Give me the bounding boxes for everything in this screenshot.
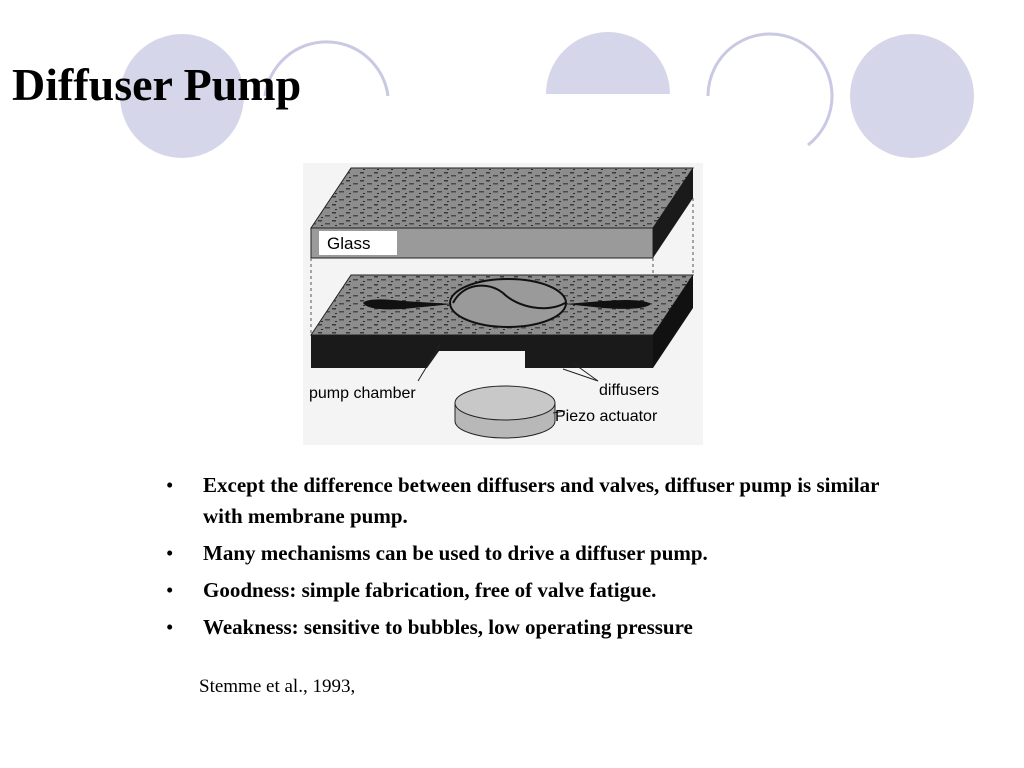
filled-half-circle xyxy=(546,32,670,94)
bullet-marker: • xyxy=(166,578,174,602)
bullet-list xyxy=(166,470,886,649)
bullet-item xyxy=(166,612,886,643)
bullet-marker: • xyxy=(166,473,174,497)
bullet-text: Except the difference between diffusers and valves, diffuser pump is similar with membrane pump. xyxy=(203,473,880,528)
diffuser-pump-figure xyxy=(303,163,703,445)
bullet-item xyxy=(166,538,886,569)
glass-label: Glass xyxy=(327,234,371,253)
bullet-text: Many mechanisms can be used to drive a diffuser pump. xyxy=(203,541,708,565)
piezo-actuator-label: Piezo actuator xyxy=(555,408,658,425)
page-title: Diffuser Pump xyxy=(12,59,302,110)
pump-chamber-label: pump chamber xyxy=(309,385,416,402)
citation: Stemme et al., 1993, xyxy=(199,676,356,697)
outline-arc-right xyxy=(708,34,832,145)
filled-circle-right xyxy=(850,34,974,158)
pump-chamber-shape xyxy=(450,279,566,327)
diffusers-label: diffusers xyxy=(599,382,660,399)
bullet-text: Weakness: sensitive to bubbles, low operating pressure xyxy=(203,615,693,639)
bullet-text: Goodness: simple fabrication, free of valve fatigue. xyxy=(203,578,657,602)
bullet-item xyxy=(166,575,886,606)
bullet-marker: • xyxy=(166,541,174,565)
bullet-item xyxy=(166,470,886,532)
piezo-actuator xyxy=(455,386,555,438)
bullet-marker: • xyxy=(166,615,174,639)
